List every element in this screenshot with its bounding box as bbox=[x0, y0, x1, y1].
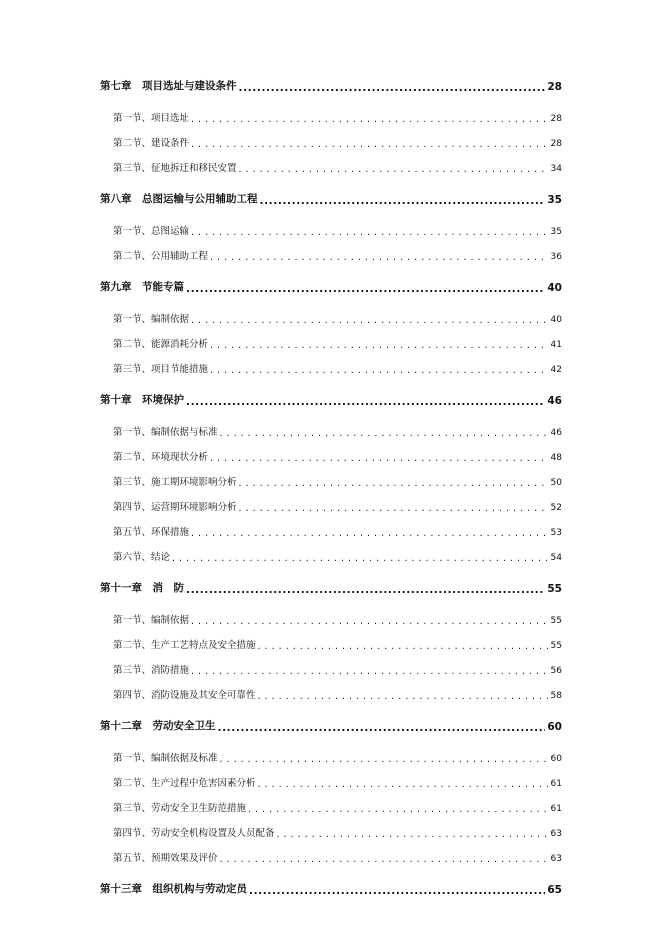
dot-leader bbox=[277, 829, 548, 839]
toc-entry-page-number: 56 bbox=[550, 666, 562, 676]
dot-leader bbox=[260, 196, 546, 206]
dot-leader bbox=[220, 754, 548, 764]
toc-entry-title: 第三节、项目节能措施 bbox=[113, 364, 209, 375]
toc-entry-page-number: 55 bbox=[550, 616, 562, 626]
toc-entry-page-number: 34 bbox=[550, 164, 562, 174]
toc-entry-page-number: 63 bbox=[550, 829, 562, 839]
dot-leader bbox=[218, 723, 546, 733]
toc-section-entry[interactable] bbox=[100, 850, 562, 864]
dot-leader bbox=[191, 139, 548, 149]
toc-section-entry[interactable] bbox=[100, 223, 562, 237]
toc-section-entry[interactable] bbox=[100, 160, 562, 174]
dot-leader bbox=[186, 397, 545, 407]
dot-leader bbox=[239, 478, 548, 488]
toc-entry-title: 第五节、预期效果及评价 bbox=[113, 853, 218, 864]
toc-entry-page-number: 46 bbox=[550, 428, 562, 438]
dot-leader bbox=[220, 428, 548, 438]
toc-entry-title: 第三节、施工期环境影响分析 bbox=[113, 477, 237, 488]
toc-entry-page-number: 40 bbox=[550, 315, 562, 325]
toc-entry-page-number: 28 bbox=[550, 114, 562, 124]
toc-entry-title: 第四节、运营期环境影响分析 bbox=[113, 502, 237, 513]
dot-leader bbox=[191, 315, 548, 325]
toc-entry-title: 第三节、消防措施 bbox=[113, 665, 190, 676]
toc-section-entry[interactable] bbox=[100, 750, 562, 764]
toc-entry-page-number: 61 bbox=[550, 804, 562, 814]
toc-entry-title: 第十三章 组织机构与劳动定员 bbox=[100, 883, 247, 895]
toc-entry-title: 第一节、项目选址 bbox=[113, 113, 190, 124]
dot-leader bbox=[191, 528, 548, 538]
dot-leader bbox=[186, 585, 545, 595]
dot-leader bbox=[248, 804, 548, 814]
toc-section-entry[interactable] bbox=[100, 135, 562, 149]
toc-section-entry[interactable] bbox=[100, 248, 562, 262]
toc-entry-title: 第十章 环境保护 bbox=[100, 394, 184, 406]
toc-section-entry[interactable] bbox=[100, 775, 562, 789]
toc-entry-page-number: 28 bbox=[547, 81, 562, 93]
toc-entry-page-number: 36 bbox=[550, 252, 562, 262]
toc-chapter-entry[interactable] bbox=[100, 580, 562, 595]
dot-leader bbox=[220, 854, 548, 864]
toc-entry-title: 第七章 项目选址与建设条件 bbox=[100, 80, 237, 92]
dot-leader bbox=[239, 164, 548, 174]
toc-section-entry[interactable] bbox=[100, 800, 562, 814]
toc-entry-page-number: 60 bbox=[550, 754, 562, 764]
toc-chapter-entry[interactable] bbox=[100, 78, 562, 93]
toc-entry-title: 第十二章 劳动安全卫生 bbox=[100, 720, 216, 732]
toc-entry-page-number: 55 bbox=[547, 583, 562, 595]
toc-entry-page-number: 35 bbox=[547, 194, 562, 206]
toc-section-entry[interactable] bbox=[100, 524, 562, 538]
toc-section-entry[interactable] bbox=[100, 612, 562, 626]
toc-entry-page-number: 40 bbox=[547, 282, 562, 294]
toc-entry-title: 第八章 总图运输与公用辅助工程 bbox=[100, 193, 258, 205]
dot-leader bbox=[210, 252, 548, 262]
toc-chapter-entry[interactable] bbox=[100, 718, 562, 733]
table-of-contents bbox=[100, 78, 562, 896]
toc-entry-page-number: 53 bbox=[550, 528, 562, 538]
toc-entry-page-number: 42 bbox=[550, 365, 562, 375]
toc-chapter-entry[interactable] bbox=[100, 392, 562, 407]
toc-section-entry[interactable] bbox=[100, 825, 562, 839]
toc-entry-page-number: 48 bbox=[550, 453, 562, 463]
toc-chapter-entry[interactable] bbox=[100, 279, 562, 294]
toc-section-entry[interactable] bbox=[100, 637, 562, 651]
toc-entry-title: 第二节、建设条件 bbox=[113, 138, 190, 149]
toc-entry-title: 第三节、劳动安全卫生防范措施 bbox=[113, 803, 247, 814]
toc-entry-page-number: 52 bbox=[550, 503, 562, 513]
toc-entry-page-number: 61 bbox=[550, 779, 562, 789]
toc-entry-page-number: 50 bbox=[550, 478, 562, 488]
dot-leader bbox=[191, 616, 548, 626]
toc-entry-page-number: 65 bbox=[547, 884, 562, 896]
dot-leader bbox=[210, 340, 548, 350]
toc-entry-title: 第一节、编制依据与标准 bbox=[113, 427, 218, 438]
toc-section-entry[interactable] bbox=[100, 474, 562, 488]
toc-section-entry[interactable] bbox=[100, 499, 562, 513]
toc-chapter-entry[interactable] bbox=[100, 191, 562, 206]
dot-leader bbox=[191, 114, 548, 124]
dot-leader bbox=[239, 503, 548, 513]
dot-leader bbox=[191, 666, 548, 676]
toc-entry-page-number: 41 bbox=[550, 340, 562, 350]
toc-entry-title: 第二节、生产过程中危害因素分析 bbox=[113, 778, 256, 789]
toc-entry-title: 第二节、生产工艺特点及安全措施 bbox=[113, 640, 256, 651]
toc-entry-page-number: 60 bbox=[547, 721, 562, 733]
toc-section-entry[interactable] bbox=[100, 311, 562, 325]
toc-entry-page-number: 46 bbox=[547, 395, 562, 407]
toc-entry-title: 第二节、公用辅助工程 bbox=[113, 251, 209, 262]
toc-section-entry[interactable] bbox=[100, 549, 562, 563]
toc-entry-page-number: 28 bbox=[550, 139, 562, 149]
toc-entry-title: 第一节、编制依据 bbox=[113, 314, 190, 325]
toc-entry-title: 第二节、环境现状分析 bbox=[113, 452, 209, 463]
toc-chapter-entry[interactable] bbox=[100, 881, 562, 896]
toc-entry-title: 第九章 节能专篇 bbox=[100, 281, 184, 293]
toc-entry-page-number: 35 bbox=[550, 227, 562, 237]
toc-entry-page-number: 54 bbox=[550, 553, 562, 563]
toc-entry-page-number: 63 bbox=[550, 854, 562, 864]
toc-section-entry[interactable] bbox=[100, 449, 562, 463]
toc-entry-title: 第一节、总图运输 bbox=[113, 226, 190, 237]
dot-leader bbox=[210, 365, 548, 375]
dot-leader bbox=[191, 227, 548, 237]
dot-leader bbox=[172, 553, 548, 563]
toc-section-entry[interactable] bbox=[100, 110, 562, 124]
toc-entry-title: 第一节、编制依据及标准 bbox=[113, 753, 218, 764]
toc-entry-title: 第四节、消防设施及其安全可靠性 bbox=[113, 690, 256, 701]
toc-entry-title: 第一节、编制依据 bbox=[113, 615, 190, 626]
toc-section-entry[interactable] bbox=[100, 424, 562, 438]
toc-section-entry[interactable] bbox=[100, 361, 562, 375]
toc-section-entry[interactable] bbox=[100, 687, 562, 701]
dot-leader bbox=[210, 453, 548, 463]
toc-entry-title: 第六节、结论 bbox=[113, 552, 171, 563]
toc-entry-title: 第五节、环保措施 bbox=[113, 527, 190, 538]
dot-leader bbox=[258, 691, 548, 701]
toc-entry-page-number: 55 bbox=[550, 641, 562, 651]
dot-leader bbox=[186, 284, 545, 294]
toc-entry-title: 第四节、劳动安全机构设置及人员配备 bbox=[113, 828, 275, 839]
toc-entry-page-number: 58 bbox=[550, 691, 562, 701]
dot-leader bbox=[258, 641, 548, 651]
toc-section-entry[interactable] bbox=[100, 336, 562, 350]
dot-leader bbox=[239, 83, 546, 93]
dot-leader bbox=[249, 886, 545, 896]
dot-leader bbox=[258, 779, 548, 789]
toc-section-entry[interactable] bbox=[100, 662, 562, 676]
toc-entry-title: 第二节、能源消耗分析 bbox=[113, 339, 209, 350]
toc-entry-title: 第三节、征地拆迁和移民安置 bbox=[113, 163, 237, 174]
toc-entry-title: 第十一章 消 防 bbox=[100, 582, 184, 594]
